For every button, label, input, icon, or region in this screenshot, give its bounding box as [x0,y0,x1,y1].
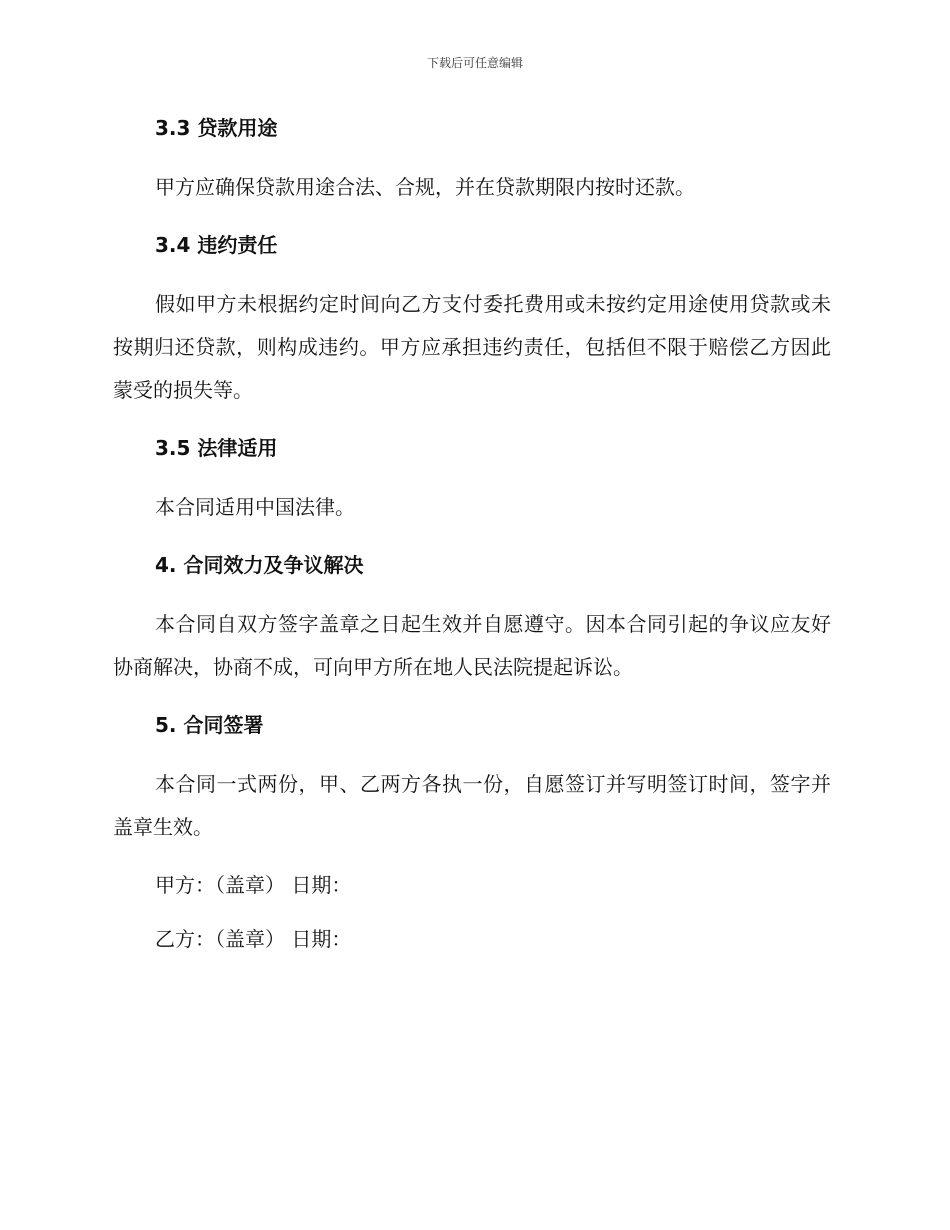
header-note: 下载后可任意编辑 [426,56,523,70]
section-5-body: 本合同一式两份，甲、乙两方各执一份，自愿签订并写明签订时间，签字并盖章生效。 [113,772,831,839]
section-3-5-body: 本合同适用中国法律。 [155,495,355,519]
section-3-3-title: 3.3 贷款用途 [155,116,278,140]
section-3-4-body: 假如甲方未根据约定时间向乙方支付委托费用或未按约定用途使用贷款或未按期归还贷款，则构成违约。甲方应承担违约责任，包括但不限于赔偿乙方因此蒙受的损失等。 [113,292,831,402]
section-3-3-body: 甲方应确保贷款用途合法、合规，并在贷款期限内按时还款。 [155,175,695,199]
document-body [113,112,831,955]
section-3-5-title: 3.5 法律适用 [155,436,278,460]
section-3-4-title: 3.4 违约责任 [155,233,278,257]
section-4-body: 本合同自双方签字盖章之日起生效并自愿遵守。因本合同引起的争议应友好协商解决，协商不成，可向甲方所在地人民法院提起诉讼。 [113,612,831,679]
party-b-signature-line: 乙方：（盖章） 日期： [155,927,352,951]
section-4-title: 4. 合同效力及争议解决 [155,553,364,577]
section-5-title: 5. 合同签署 [155,713,264,737]
party-a-signature-line: 甲方：（盖章） 日期： [155,873,352,897]
